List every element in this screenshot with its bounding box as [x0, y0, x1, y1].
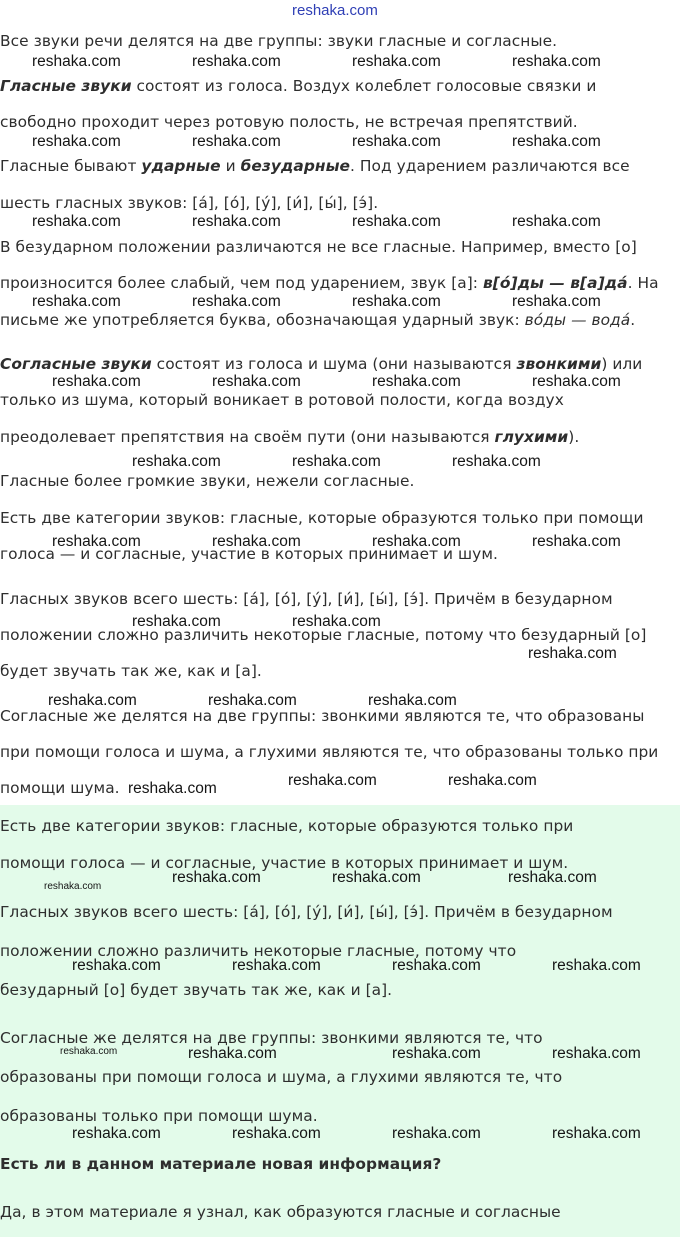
watermark: reshaka.com	[292, 613, 381, 630]
text-line: только из шума, который воникает в ротовой полости, когда воздух	[0, 391, 564, 409]
watermark: reshaka.com	[60, 1046, 118, 1057]
text-line: Все звуки речи делятся на две группы: звуки гласные и согласные.	[0, 32, 558, 50]
watermark: reshaka.com	[32, 133, 121, 150]
watermark: reshaka.com	[72, 957, 161, 974]
watermark: reshaka.com	[232, 957, 321, 974]
watermark: reshaka.com	[552, 1045, 641, 1062]
watermark: reshaka.com	[172, 869, 261, 886]
text-line: положении сложно различить некоторые гласные, потому что безударный [о]	[0, 626, 647, 644]
text-line: преодолевает препятствия на своём пути (они называются глухими).	[0, 428, 580, 446]
text-line: Есть две категории звуков: гласные, которые образуются только при	[0, 817, 574, 835]
example-transcription: в[о́]ды — в[а]да́	[482, 274, 628, 292]
text-line: Гласные звуки состоят из голоса. Воздух колеблет голосовые связки и	[0, 77, 597, 95]
watermark: reshaka.com	[212, 373, 301, 390]
text-line: образованы при помощи голоса и шума, а глухими являются те, что	[0, 1068, 563, 1086]
text-line: Гласные бывают ударные и безударные. Под ударением различаются все	[0, 157, 630, 175]
watermark: reshaka.com	[352, 213, 441, 230]
watermark: reshaka.com	[392, 1045, 481, 1062]
watermark: reshaka.com	[528, 645, 617, 662]
watermark: reshaka.com	[512, 53, 601, 70]
watermark: reshaka.com	[44, 881, 102, 892]
watermark: reshaka.com	[72, 1125, 161, 1142]
watermark: reshaka.com	[32, 293, 121, 310]
text-line: произносится более слабый, чем под ударением, звук [а]: в[о́]ды — в[а]да́. На	[0, 274, 659, 292]
answer-line: Да, в этом материале я узнал, как образуются гласные и согласные	[0, 1203, 561, 1221]
watermark: reshaka.com	[512, 133, 601, 150]
text-line: Есть две категории звуков: гласные, которые образуются только при помощи	[0, 509, 644, 527]
text-line: шесть гласных звуков: [а́], [о́], [у́], [и́], [ы́], [э́].	[0, 194, 379, 212]
watermark: reshaka.com	[192, 213, 281, 230]
watermark: reshaka.com	[288, 772, 377, 789]
watermark: reshaka.com	[132, 613, 221, 630]
text-line: безударный [о] будет звучать так же, как и [а].	[0, 981, 393, 999]
text-line: Согласные же делятся на две группы: звонкими являются те, что образованы	[0, 707, 645, 725]
text-line: Гласных звуков всего шесть: [а́], [о́], [у́], [и́], [ы́], [э́]. Причём в безударном	[0, 590, 613, 608]
watermark: reshaka.com	[392, 1125, 481, 1142]
text-line: письме же употребляется буква, обозначающая ударный звук: во́ды — вода́.	[0, 311, 636, 329]
text-line: В безударном положении различаются не все гласные. Например, вместо [о]	[0, 238, 637, 256]
watermark: reshaka.com	[128, 780, 217, 797]
watermark: reshaka.com	[352, 133, 441, 150]
watermark: reshaka.com	[212, 533, 301, 550]
text-line: Гласных звуков всего шесть: [а́], [о́], [у́], [и́], [ы́], [э́]. Причём в безударном	[0, 903, 613, 921]
text-line: Согласные же делятся на две группы: звонкими являются те, что	[0, 1029, 543, 1047]
text-line: голоса — и согласные, участие в которых принимает и шум.	[0, 545, 498, 563]
watermark: reshaka.com	[372, 373, 461, 390]
watermark: reshaka.com	[532, 373, 621, 390]
text-line: положении сложно различить некоторые гласные, потому что	[0, 942, 517, 960]
watermark: reshaka.com	[332, 869, 421, 886]
watermark: reshaka.com	[512, 293, 601, 310]
watermark: reshaka.com	[552, 957, 641, 974]
watermark: reshaka.com	[192, 133, 281, 150]
text-line: образованы только при помощи шума.	[0, 1107, 318, 1125]
watermark: reshaka.com	[48, 692, 137, 709]
text-line: будет звучать так же, как и [а].	[0, 662, 262, 680]
watermark: reshaka.com	[188, 1045, 277, 1062]
watermark: reshaka.com	[552, 1125, 641, 1142]
term-unstressed: безударные	[240, 157, 351, 175]
text-line: Гласные более громкие звуки, нежели согласные.	[0, 472, 415, 490]
watermark: reshaka.com	[32, 53, 121, 70]
watermark: reshaka.com	[508, 869, 597, 886]
watermark: reshaka.com	[372, 533, 461, 550]
watermark: reshaka.com	[292, 453, 381, 470]
watermark: reshaka.com	[32, 213, 121, 230]
text-line: помощи голоса — и согласные, участие в которых принимает и шум.	[0, 854, 569, 872]
watermark: reshaka.com	[192, 53, 281, 70]
watermark: reshaka.com	[392, 957, 481, 974]
question-line: Есть ли в данном материале новая информация?	[0, 1155, 442, 1173]
watermark: reshaka.com	[452, 453, 541, 470]
watermark: reshaka.com	[208, 692, 297, 709]
term-stressed: ударные	[141, 157, 221, 175]
term-consonants: Согласные звуки	[0, 355, 152, 373]
watermark: reshaka.com	[448, 772, 537, 789]
watermark: reshaka.com	[352, 293, 441, 310]
watermark: reshaka.com	[532, 533, 621, 550]
watermark: reshaka.com	[368, 692, 457, 709]
term-voiceless: глухими	[494, 428, 569, 446]
text-line: помощи шума.	[0, 779, 120, 797]
text-line: Согласные звуки состоят из голоса и шума (они называются звонкими) или	[0, 355, 643, 373]
watermark: reshaka.com	[232, 1125, 321, 1142]
watermark: reshaka.com	[352, 53, 441, 70]
example-words: во́ды — вода́	[524, 311, 631, 329]
site-header-link[interactable]: reshaka.com	[292, 2, 378, 19]
watermark: reshaka.com	[512, 213, 601, 230]
watermark: reshaka.com	[52, 373, 141, 390]
term-vowels: Гласные звуки	[0, 77, 132, 95]
term-voiced: звонкими	[516, 355, 602, 373]
watermark: reshaka.com	[132, 453, 221, 470]
text-line: при помощи голоса и шума, а глухими являются те, что образованы только при	[0, 743, 659, 761]
watermark: reshaka.com	[192, 293, 281, 310]
text-line: свободно проходит через ротовую полость, не встречая препятствий.	[0, 113, 578, 131]
watermark: reshaka.com	[52, 533, 141, 550]
